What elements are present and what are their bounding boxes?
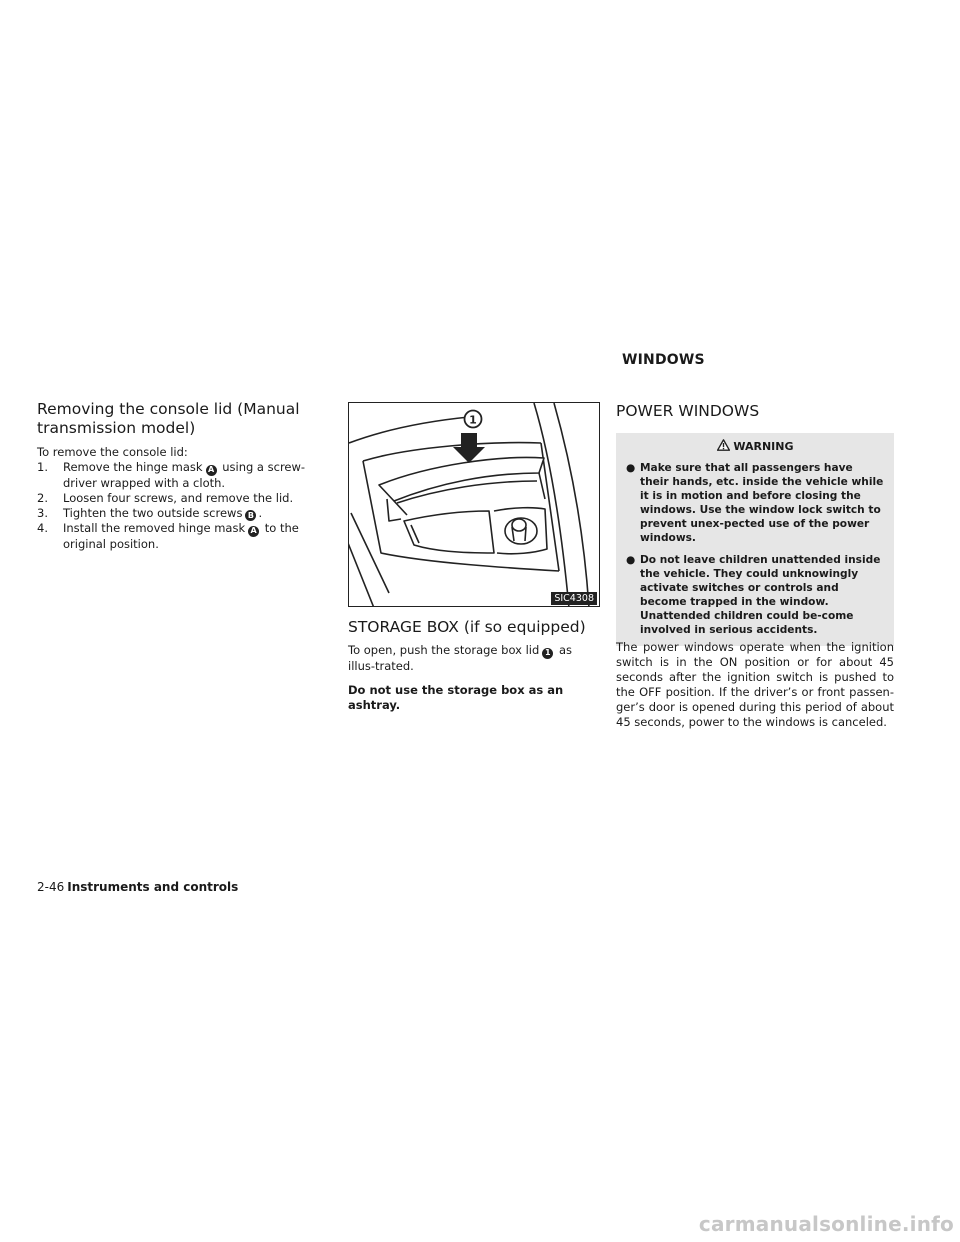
console-lid-heading [37,400,313,438]
callout-b-icon: B [245,510,256,521]
console-lid-step: 2. Loosen four screws, and remove the lid. [37,490,294,505]
power-windows-heading-wrap [616,402,894,421]
callout-a-icon: A [248,526,259,537]
storage-box-heading: STORAGE BOX (if so equipped) [348,618,586,636]
power-windows-heading: POWER WINDOWS [616,402,760,420]
page-footer [37,880,238,894]
warning-triangle-icon [717,439,730,451]
warning-item: ● Make sure that all passengers have their hands, etc. inside the vehicle while it is in motion and before closing the windows. Use the window lock switch to prevent unex-pected use of the power windows. [626,462,884,544]
figure-code: SIC4308 [551,592,597,605]
svg-text:1: 1 [469,413,477,427]
warning-title: WARNING [733,440,794,453]
callout-a-icon: A [206,465,217,476]
console-lid-section [37,400,313,552]
console-lid-step: 4. Install the removed hinge mask A to the original position. [37,521,299,551]
console-illustration-svg [349,403,600,607]
step-number: 4. [37,521,48,535]
step-number: 3. [37,505,48,520]
power-windows-body: The power windows operate when the ignition switch is in the ON position or for about 45 seconds after the ignition switch is pushed to the OFF position. If the driver’s or front passen-ger’s door is opened during this period of about 45 seconds, power to the windows is canceled. [616,640,894,729]
section-tab: WINDOWS [622,352,705,368]
console-lid-steps [37,460,313,552]
storage-box-section [348,618,600,713]
step-number: 2. [37,490,48,505]
warning-list [626,461,884,637]
bullet-icon: ● [626,554,636,566]
callout-1-icon: 1 [542,648,553,659]
console-lid-step: 3. Tighten the two outside screws B . [37,505,263,520]
console-lid-heading-line2: transmission model) [37,419,196,437]
console-lid-heading-line1: Removing the console lid (Manual [37,400,300,418]
warning-item: ● Do not leave children unattended inside the vehicle. They could unknowingly activate switches or controls and become trapped in the window. Unattended children could be-come involved in serious accidents. [626,554,881,636]
storage-box-note: Do not use the storage box as an ashtray. [348,682,564,712]
storage-box-text: To open, push the storage box lid 1 as illus-trated. [348,643,573,673]
warning-header [626,439,884,453]
chapter-title: Instruments and controls [67,880,239,894]
page-number: 2-46 [37,880,65,894]
callout-1-icon [465,411,482,428]
watermark: carmanualsonline.info [698,1212,954,1236]
step-number: 1. [37,460,48,474]
warning-box [616,433,894,646]
console-lid-intro: To remove the console lid: [37,445,188,459]
console-lid-step: 1. Remove the hinge mask A using a screw-driver wrapped with a cloth. [37,460,306,490]
bullet-icon: ● [626,462,636,474]
storage-box-illustration [348,402,600,607]
